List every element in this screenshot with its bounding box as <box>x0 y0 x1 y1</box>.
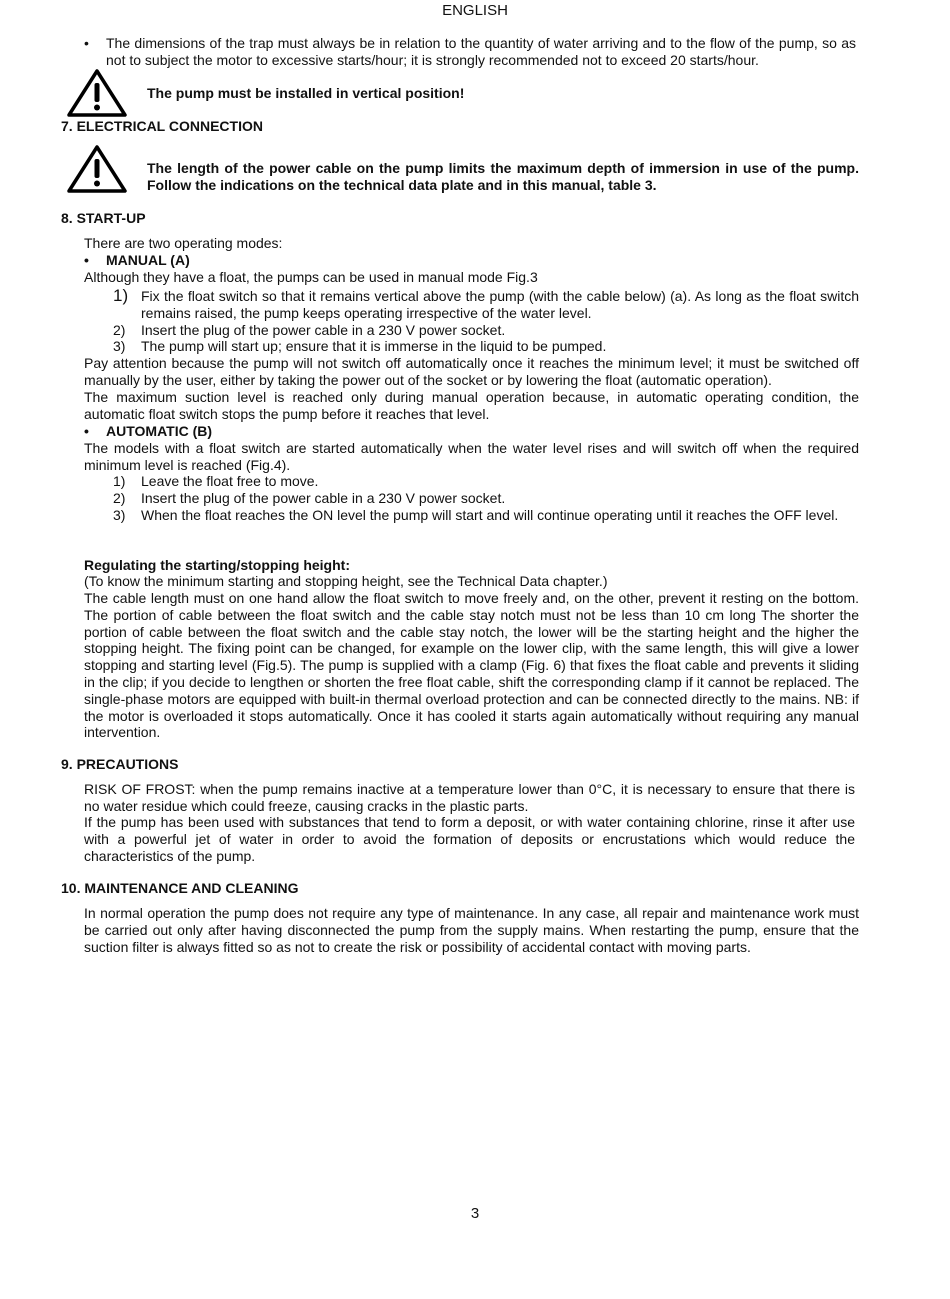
section10-heading: 10. MAINTENANCE AND CLEANING <box>61 880 299 896</box>
step-number: 3) <box>113 506 126 523</box>
warning-triangle-icon <box>66 68 128 118</box>
automatic-step <box>113 507 859 524</box>
automatic-title: AUTOMATIC (B) <box>106 423 213 439</box>
step-number: 1) <box>113 286 129 305</box>
step-text: Fix the float switch so that it remains vertical above the pump (with the cable below) (a). As long as the float switch remains raised, the pump keeps operating irrespective of the water level. <box>141 288 859 321</box>
bullet-dot: • <box>84 252 89 268</box>
step-text: Insert the plug of the power cable in a 230 V power socket. <box>141 321 506 338</box>
section8-intro: There are two operating modes: <box>84 235 283 251</box>
page-header-language: ENGLISH <box>442 2 508 19</box>
bullet-dot: • <box>84 423 89 439</box>
section9-paragraph-1: RISK OF FROST: when the pump remains inactive at a temperature lower than 0°C, it is necessary to ensure that there is no water residue which could freeze, causing cracks in the plastic parts. <box>84 781 855 814</box>
trap-bullet <box>84 35 856 69</box>
bullet-dot: • <box>84 35 89 51</box>
step-number: 1) <box>113 473 126 489</box>
warning-triangle-icon <box>66 144 128 194</box>
step-number: 2) <box>113 321 126 338</box>
page-number: 3 <box>470 1205 480 1222</box>
step-text: Leave the float free to move. <box>141 473 319 489</box>
manual-steps-list <box>113 288 859 355</box>
warning-vertical-text: The pump must be installed in vertical position! <box>147 85 465 101</box>
manual-note-2: The maximum suction level is reached only during manual operation because, in automatic operating condition, the automatic float switch stops the pump before it reaches that level. <box>84 389 859 422</box>
section9-heading: 9. PRECAUTIONS <box>61 756 179 772</box>
step-text: The pump will start up; ensure that it is immerse in the liquid to be pumped. <box>141 338 607 355</box>
manual-step <box>113 338 859 355</box>
trap-note-text: The dimensions of the trap must always be in relation to the quantity of water arriving and to the flow of the pump, so as not to subject the motor to excessive starts/hour; it is strongly recommended not to exceed 20 starts/hour. <box>106 35 856 68</box>
automatic-step <box>113 490 859 507</box>
regulating-body: The cable length must on one hand allow the float switch to move freely and, on the other, prevent it resting on the bottom. The portion of cable between the float switch and the cable stay notch must not be less than 10 cm long The shorter the portion of cable between the float switch and the cable stay notch, the lower will be the starting height and the higher the stopping height. The fixing point can be changed, for example on the lower clip, with the same length, this will give a lower stopping and starting level (Fig.5). The pump is supplied with a clamp (Fig. 6) that fixes the float cable and prevents it sliding in the clip; if you decide to lengthen or shorten the free float cable, shift the corresponding clamp if it cannot be replaced. The single-phase motors are equipped with built-in thermal overload protection and can be connected directly to the mains. NB: if the motor is overloaded it stops automatically. Once it has cooled it starts again automatically without requiring any manual intervention. <box>84 590 859 741</box>
manual-step <box>113 322 859 339</box>
manual-title: MANUAL (A) <box>106 252 190 268</box>
automatic-intro: The models with a float switch are started automatically when the water level rises and will switch off when the required minimum level is reached (Fig.4). <box>84 440 859 473</box>
section8-heading: 8. START-UP <box>61 210 146 226</box>
step-number: 3) <box>113 338 126 355</box>
regulating-title: Regulating the starting/stopping height: <box>84 557 350 573</box>
automatic-steps-list <box>113 473 859 523</box>
manual-note-1: Pay attention because the pump will not switch off automatically once it reaches the minimum level; it must be switched off manually by the user, either by taking the power out of the socket or by lowering the float (automatic operation). <box>84 355 859 388</box>
step-number: 2) <box>113 489 126 506</box>
manual-bullet <box>84 252 859 269</box>
step-text: Insert the plug of the power cable in a 230 V power socket. <box>141 489 506 506</box>
automatic-bullet <box>84 423 859 440</box>
regulating-subtitle: (To know the minimum starting and stopping height, see the Technical Data chapter.) <box>84 573 608 589</box>
step-text: When the float reaches the ON level the pump will start and will continue operating until it reaches the OFF level. <box>141 506 839 523</box>
section9-paragraph-2: If the pump has been used with substances that tend to form a deposit, or with water containing chlorine, rinse it after use with a powerful jet of water in order to avoid the formation of deposits or encrustations which would reduce the characteristics of the pump. <box>84 814 855 864</box>
manual-step <box>113 288 859 322</box>
section7-warning-text: The length of the power cable on the pump limits the maximum depth of immersion in use of the pump. Follow the indications on the technical data plate and in this manual, table 3. <box>147 160 859 193</box>
manual-intro: Although they have a float, the pumps can be used in manual mode Fig.3 <box>84 269 538 285</box>
section10-paragraph-1: In normal operation the pump does not require any type of maintenance. In any case, all repair and maintenance work must be carried out only after having disconnected the pump from the supply mains. When restarting the pump, ensure that the suction filter is always fitted so as not to create the risk or possibility of accidental contact with moving parts. <box>84 905 859 955</box>
section7-heading: 7. ELECTRICAL CONNECTION <box>61 118 263 134</box>
automatic-step <box>113 473 859 490</box>
